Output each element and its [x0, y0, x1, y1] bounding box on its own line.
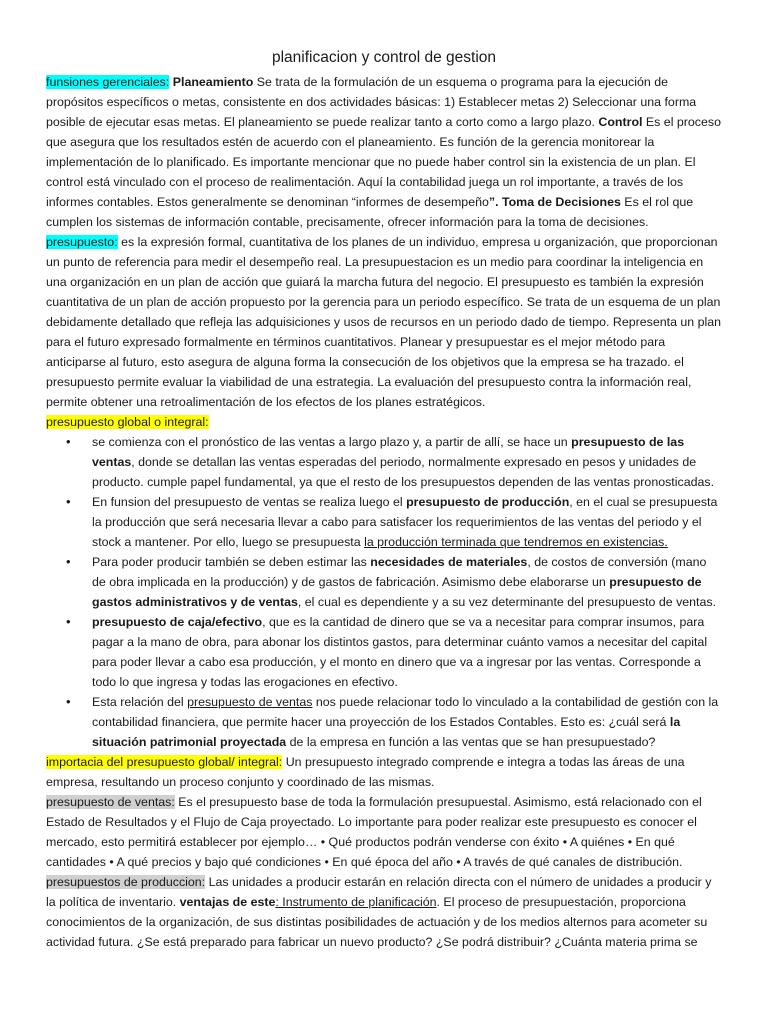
text-planeamiento: Se trata de la formulación de un esquema o programa para la ejecución de propósitos específicos o metas, consistente en dos actividades básicas: 1) Establecer metas 2) Seleccionar una forma posible de ejecutar esas metas. El planeamiento se puede realizar tanto a corto como a largo plazo.: [46, 75, 697, 129]
underlined-presupuesto-ventas: presupuesto de ventas: [187, 695, 313, 709]
list-item-text: , de costos de conversión (mano de obra implicada en la producción) y de gastos de fabricación. Asimismo debe elaborarse un: [92, 555, 707, 589]
highlight-label-presupuestos-produccion: presupuestos de produccion:: [46, 875, 206, 889]
list-item-text: , en el cual se presupuesta la producción que será necesaria llevar a cabo para satisfacer los requerimientos de las ventas del periodo y el stock a mantener. Por ello, luego se presupuesta: [92, 495, 718, 549]
text-proceso-presupuestacion: . El proceso de presupuestación, proporciona conocimientos de la organización, de sus distintas posibilidades de actuación y de los medios alternos para acometer su actividad futura. ¿Se está preparado para fabricar un nuevo producto? ¿Se podrá distribuir? ¿Cuánta materia prima se: [46, 895, 708, 949]
bold-control: Control: [598, 115, 643, 129]
paragraph-presupuestos-produccion: [46, 872, 722, 952]
list-item-text: de la empresa en función a las ventas que se han presupuestado?: [286, 735, 656, 749]
list-item: [92, 432, 722, 492]
text-toma-decisiones: Es el rol que cumplen los sistemas de información contable, precisamente, ofrecer información para la toma de decisiones.: [46, 195, 694, 229]
bold-situacion-patrimonial: la situación patrimonial proyectada: [92, 715, 681, 749]
document-title: planificacion y control de gestion: [271, 49, 497, 66]
paragraph-funciones-gerenciales: [46, 72, 722, 232]
list-item-text: nos puede relacionar todo lo vinculado a la contabilidad de gestión con la contabilidad financiera, que permite hacer una proyección de los Estados Contables. Esto es: ¿cuál será: [92, 695, 719, 729]
text-presupuesto-ventas: Es el presupuesto base de toda la formulación presupuestal. Asimismo, está relacionado con el Estado de Resultados y el Flujo de Caja proyectado. Lo importante para poder realizar este presupuesto es conocer el mercado, esto permitirá establecer por ejemplo… • Qué productos podrán venderse con éxito • A quiénes • En qué cantidades • A qué precios y bajo qué condiciones • En qué época del año • A través de qué canales de distribución.: [46, 795, 702, 869]
bold-ventajas: ventajas de este: [179, 895, 276, 909]
list-item: [92, 492, 722, 552]
highlight-label-importancia: importacia del presupuesto global/ integral:: [46, 755, 283, 769]
text-control: Es el proceso que asegura que los resultados estén de acuerdo con el planeamiento. Es función de la gerencia monitorear la implementación de lo planificado. Es importante mencionar que no puede haber control sin la existencia de un plan. El control está vinculado con el proceso de realimentación. Aquí la contabilidad juega un rol importante, a través de los informes contables. Estos generalmente se denominan “informes de desempeño: [46, 115, 721, 209]
list-item-text: , que es la cantidad de dinero que se va a necesitar para comprar insumos, para pagar a la mano de obra, para abonar los distintos gastos, para determinar cuánto vamos a necesitar del capital para poder llevar a cabo esa producción, y el monto en dinero que va a ingresar por las ventas. Corresponde a todo lo que ingresa y todas las erogaciones en efectivo.: [92, 615, 708, 689]
highlight-label-presupuesto-ventas: presupuesto de ventas:: [46, 795, 175, 809]
list-item-text: se comienza con el pronóstico de las ventas a largo plazo y, a partir de allí, se hace un: [92, 435, 572, 449]
highlight-label-funciones: funsiones gerenciales:: [46, 75, 170, 89]
bold-presupuesto-caja: presupuesto de caja/efectivo: [92, 615, 263, 629]
paragraph-importancia: [46, 752, 722, 792]
list-item-text: Para poder producir también se deben estimar las: [92, 555, 371, 569]
bold-necesidades-materiales: necesidades de materiales: [370, 555, 528, 569]
list-item-text: , donde se detallan las ventas esperadas del periodo, normalmente expresado en pesos y unidades de producto. cumple papel fundamental, ya que el resto de los presupuestos dependen de las ventas pronosticadas.: [92, 455, 715, 489]
list-item-text: Esta relación del: [92, 695, 188, 709]
list-item-text: En funsion del presupuesto de ventas se realiza luego el: [92, 495, 407, 509]
text-presupuestos-produccion: Las unidades a producir estarán en relación directa con el número de unidades a producir y la política de inventario.: [46, 875, 712, 909]
bold-planeamiento: Planeamiento: [172, 75, 254, 89]
list-item-text: , el cual es dependiente y a su vez determinante del presupuesto de ventas.: [297, 595, 717, 609]
underlined-instrumento: : Instrumento de planificación: [275, 895, 437, 909]
paragraph-presupuesto: [46, 232, 722, 412]
text-importancia: Un presupuesto integrado comprende e integra a todas las áreas de una empresa, resultando un proceso conjunto y coordinado de las mismas.: [46, 755, 685, 789]
bold-gastos-administrativos: presupuesto de gastos administrativos y de ventas: [92, 575, 702, 609]
highlight-label-presupuesto: presupuesto:: [46, 235, 118, 249]
bold-presupuesto-produccion: presupuesto de producción: [406, 495, 570, 509]
bullet-list: [46, 432, 722, 752]
underlined-produccion-terminada: la producción terminada que tendremos en existencias.: [364, 535, 668, 549]
text-presupuesto: es la expresión formal, cuantitativa de los planes de un individuo, empresa u organización, que proporcionan un punto de referencia para medir el desempeño real. La presupuestacion es un medio para coordinar la inteligencia en una organización en un plan de acción que guiará la marcha futura del negocio. El presupuesto es también la expresión cuantitativa de un plan de acción propuesto por la gerencia para un periodo específico. Se trata de un esquema de un plan debidamente detallado que refleja las adquisiciones y usos de recursos en un periodo dado de tiempo. Representa un plan para el futuro expresado formalmente en términos cuantitativos. Planear y presupuestar es el mejor método para anticiparse al futuro, esto asegura de alguna forma la consecución de los objetivos que la empresa se ha trazado. el presupuesto permite evaluar la viabilidad de una estrategia. La evaluación del presupuesto contra la información real, permite obtener una retroalimentación de los efectos de los planes estratégicos.: [46, 235, 722, 409]
list-item: [92, 612, 722, 692]
bold-presupuesto-ventas: presupuesto de las ventas: [92, 435, 685, 469]
list-item: [92, 692, 722, 752]
paragraph-presupuesto-ventas: [46, 792, 722, 872]
paragraph-presupuesto-global: [46, 412, 722, 432]
highlight-label-presupuesto-global: presupuesto global o integral:: [46, 415, 209, 429]
list-item: [92, 552, 722, 612]
bold-toma-decisiones: ”. Toma de Decisiones: [488, 195, 621, 209]
